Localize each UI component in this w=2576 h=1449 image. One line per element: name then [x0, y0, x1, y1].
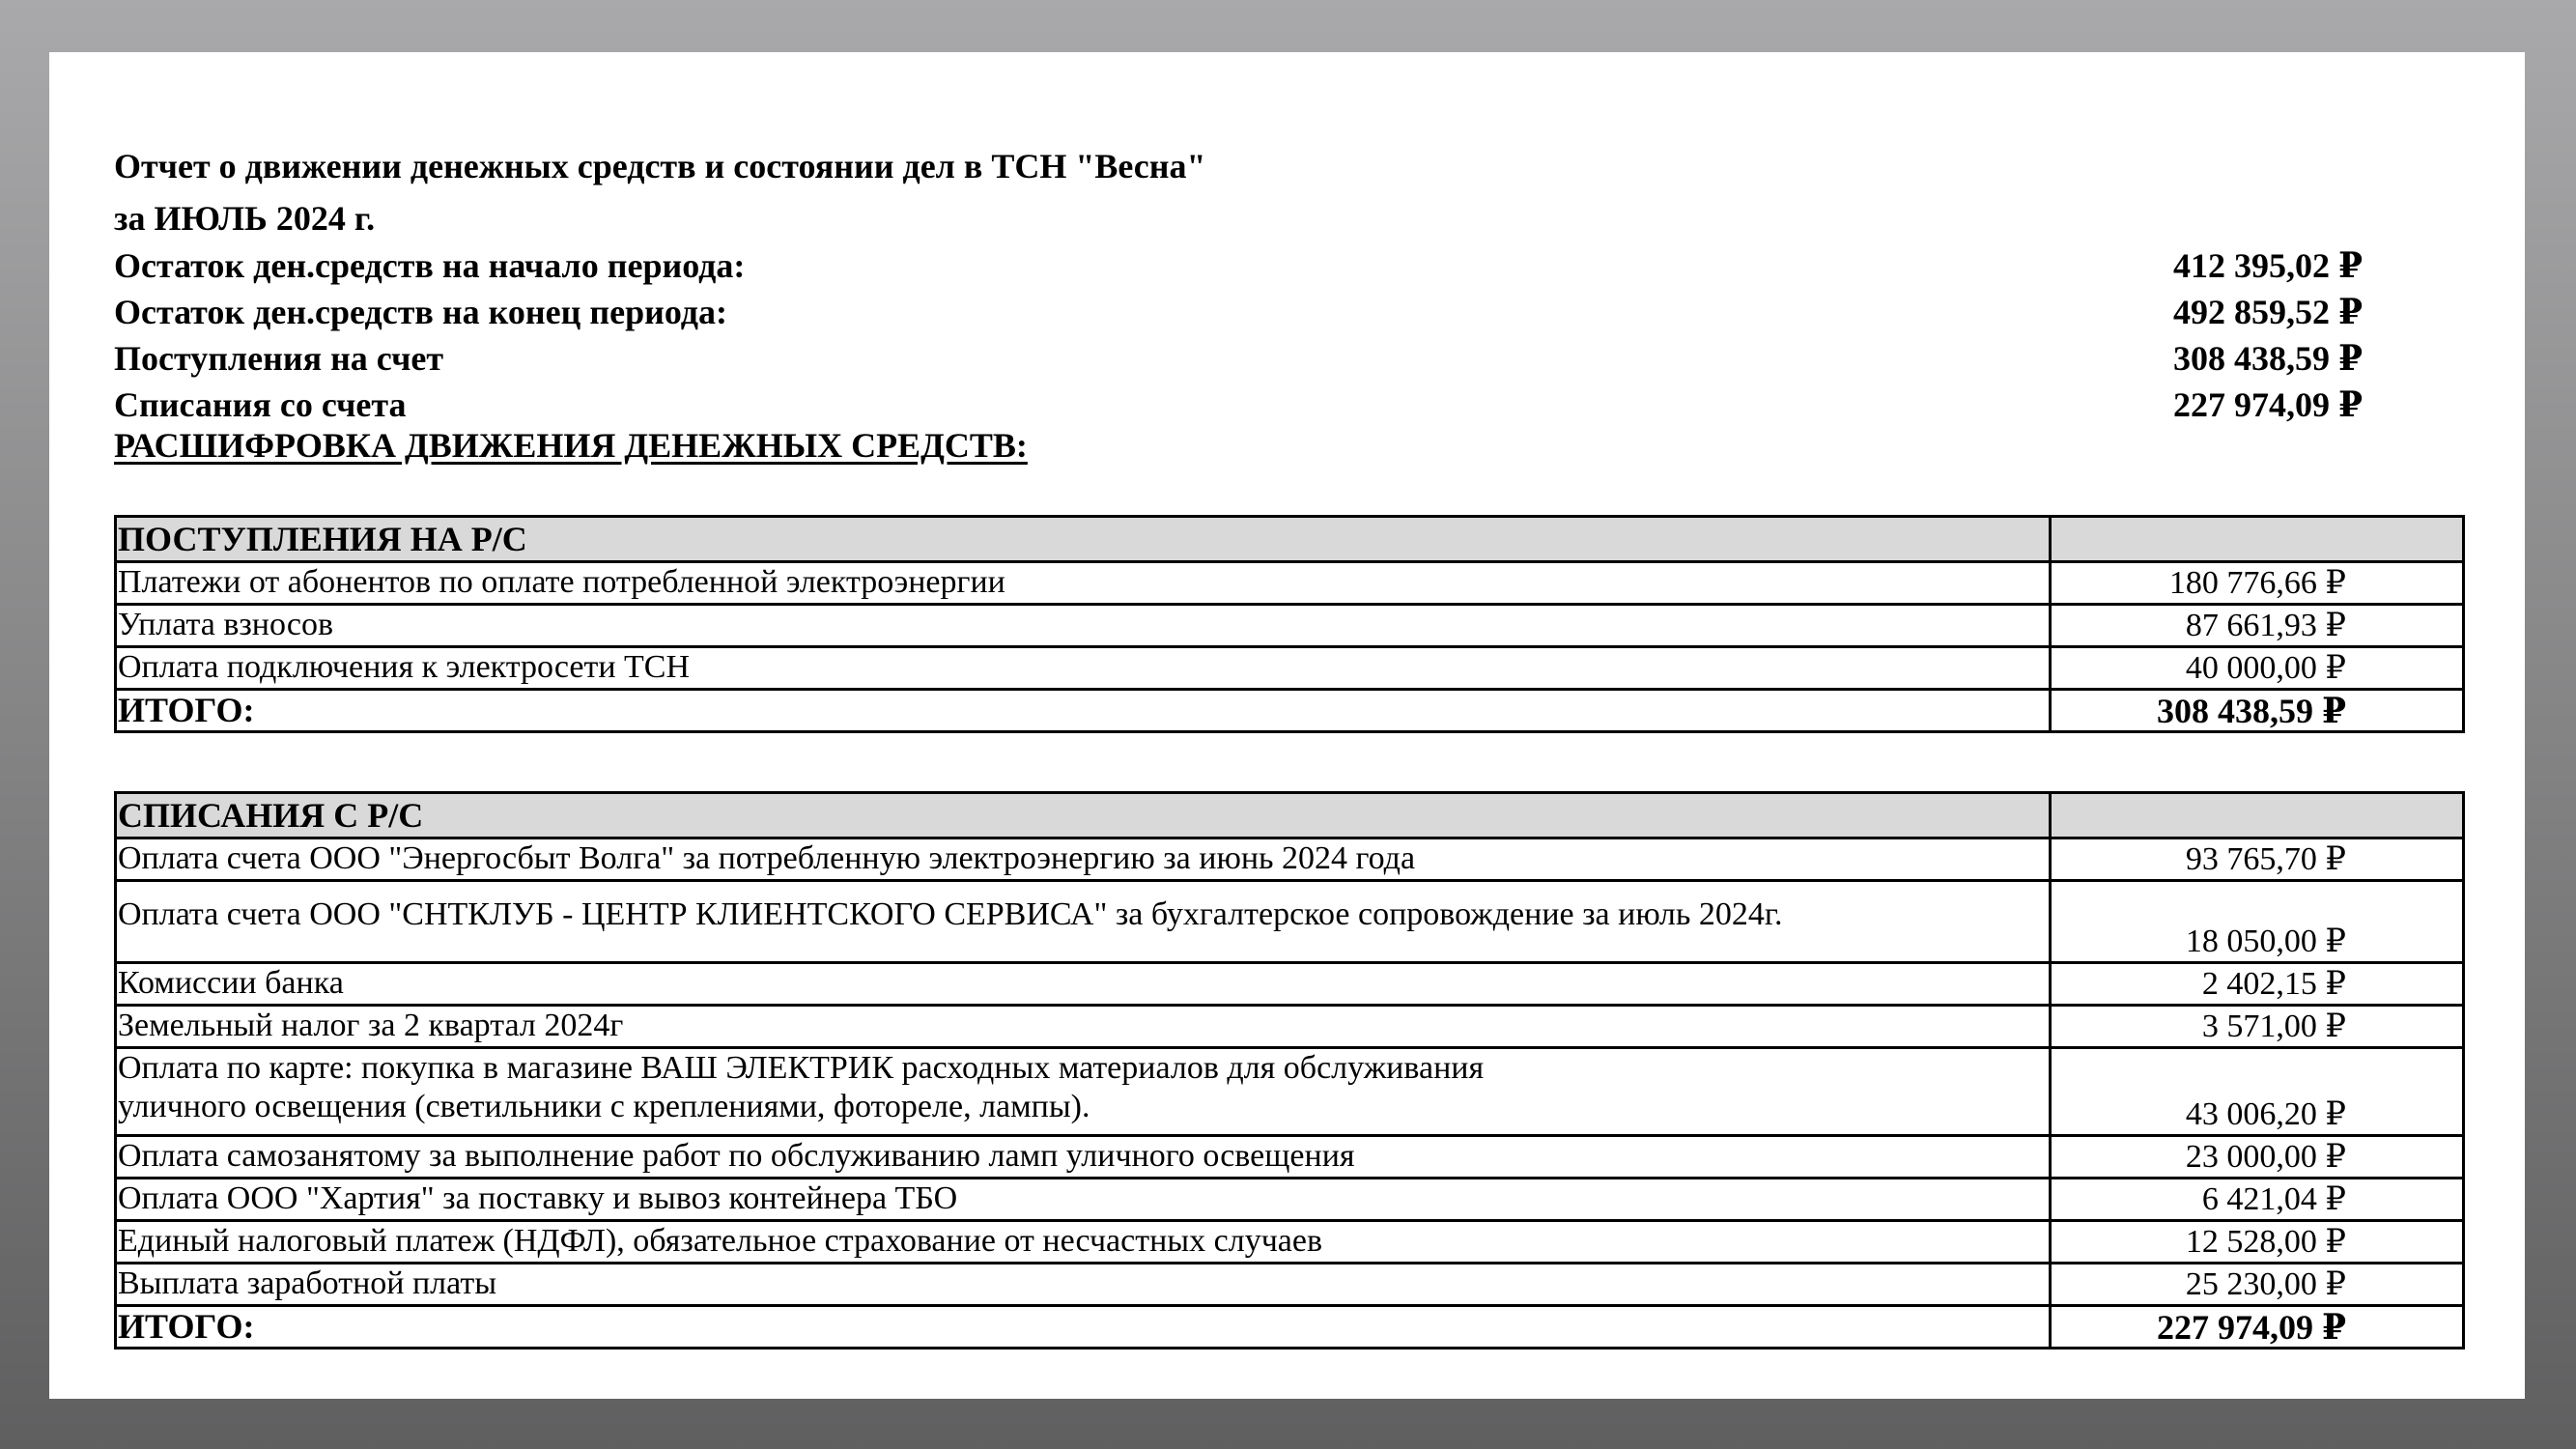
table-row — [116, 562, 2464, 605]
row-label: Оплата самозанятому за выполнение работ по обслуживанию ламп уличного освещения — [116, 1136, 2051, 1179]
total-value: 227 974,09 ₽ — [2051, 1306, 2464, 1349]
row-value: 2 402,15 ₽ — [2051, 963, 2464, 1006]
summary-label: Остаток ден.средств на начало периода: — [114, 246, 746, 285]
expenses-header-blank — [2051, 793, 2464, 838]
report-page — [49, 52, 2525, 1399]
expenses-header-row — [116, 793, 2464, 838]
table-row — [116, 605, 2464, 647]
row-value: 87 661,93 ₽ — [2051, 605, 2464, 647]
summary-label: Списания со счета — [114, 385, 407, 424]
income-table — [114, 515, 2465, 733]
row-value: 93 765,70 ₽ — [2051, 838, 2464, 881]
summary-label: Остаток ден.средств на конец периода: — [114, 293, 727, 331]
table-row — [116, 1006, 2464, 1048]
row-label: Оплата подключения к электросети ТСН — [116, 647, 2051, 690]
report-title: Отчет о движении денежных средств и состоянии дел в ТСН "Весна" — [114, 147, 1206, 185]
table-row — [116, 647, 2464, 690]
table-row — [116, 1264, 2464, 1306]
row-label: Оплата счета ООО "Энергосбыт Волга" за потребленную электроэнергию за июнь 2024 года — [116, 838, 2051, 881]
row-value: 18 050,00 ₽ — [2051, 881, 2464, 963]
row-label: Единый налоговый платеж (НДФЛ), обязательное страхование от несчастных случаев — [116, 1221, 2051, 1264]
expenses-table — [114, 791, 2465, 1350]
summary-value: 308 438,59 ₽ — [2172, 339, 2363, 378]
income-total-row — [116, 690, 2464, 732]
summary-income — [114, 335, 2363, 382]
row-value: 180 776,66 ₽ — [2051, 562, 2464, 605]
row-label: Выплата заработной платы — [116, 1264, 2051, 1306]
row-value: 12 528,00 ₽ — [2051, 1221, 2464, 1264]
row-label: Уплата взносов — [116, 605, 2051, 647]
summary-value: 227 974,09 ₽ — [2172, 385, 2363, 424]
row-value: 6 421,04 ₽ — [2051, 1179, 2464, 1221]
summary-expenses — [114, 382, 2363, 428]
row-label: Оплата по карте: покупка в магазине ВАШ ЭЛЕКТРИК расходных материалов для обслуживания уличного освещения (светильники с креплениями, фотореле, лампы). — [116, 1048, 2051, 1136]
table-row — [116, 881, 2464, 963]
summary-value: 492 859,52 ₽ — [2172, 293, 2363, 331]
table-row — [116, 1221, 2464, 1264]
total-label: ИТОГО: — [116, 1306, 2051, 1349]
table-row — [116, 963, 2464, 1006]
summary-opening-balance — [114, 242, 2363, 289]
table-row — [116, 1136, 2464, 1179]
row-label: Комиссии банка — [116, 963, 2051, 1006]
row-value: 43 006,20 ₽ — [2051, 1048, 2464, 1136]
row-label: Оплата счета ООО "СНТКЛУБ - ЦЕНТР КЛИЕНТСКОГО СЕРВИСА" за бухгалтерское сопровождение за июль 2024г. — [116, 881, 2051, 963]
row-label: Платежи от абонентов по оплате потребленной электроэнергии — [116, 562, 2051, 605]
row-value: 40 000,00 ₽ — [2051, 647, 2464, 690]
report-period: за ИЮЛЬ 2024 г. — [114, 199, 376, 238]
row-label: Земельный налог за 2 квартал 2024г — [116, 1006, 2051, 1048]
expenses-header: СПИСАНИЯ С Р/С — [116, 793, 2051, 838]
summary-value: 412 395,02 ₽ — [2172, 246, 2363, 285]
table-row — [116, 1048, 2464, 1136]
total-label: ИТОГО: — [116, 690, 2051, 732]
table-row — [116, 1179, 2464, 1221]
total-value: 308 438,59 ₽ — [2051, 690, 2464, 732]
row-value: 3 571,00 ₽ — [2051, 1006, 2464, 1048]
breakdown-heading: РАСШИФРОВКА ДВИЖЕНИЯ ДЕНЕЖНЫХ СРЕДСТВ: — [114, 426, 1028, 465]
expenses-total-row — [116, 1306, 2464, 1349]
row-value: 25 230,00 ₽ — [2051, 1264, 2464, 1306]
summary-label: Поступления на счет — [114, 339, 444, 378]
income-header-row — [116, 517, 2464, 562]
income-header-blank — [2051, 517, 2464, 562]
table-row — [116, 838, 2464, 881]
row-label: Оплата ООО "Хартия" за поставку и вывоз контейнера ТБО — [116, 1179, 2051, 1221]
income-header: ПОСТУПЛЕНИЯ НА Р/С — [116, 517, 2051, 562]
summary-closing-balance — [114, 289, 2363, 335]
row-value: 23 000,00 ₽ — [2051, 1136, 2464, 1179]
